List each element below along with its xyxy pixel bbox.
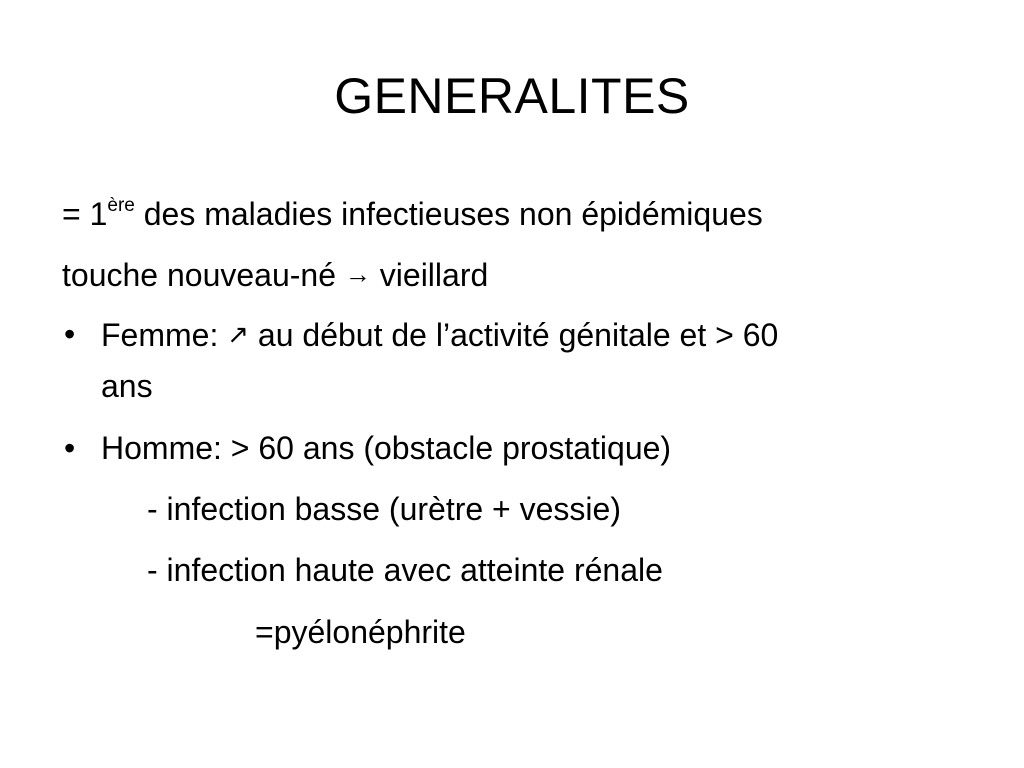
slide-title: GENERALITES xyxy=(334,68,690,124)
bullet-dot-icon: • xyxy=(64,316,76,352)
age-range-start: touche nouveau-né xyxy=(62,257,345,293)
bullet-femme-lead: Femme: xyxy=(101,317,228,353)
age-range-end: vieillard xyxy=(370,257,489,293)
sub-item-infection-haute: - infection haute avec atteinte rénale xyxy=(147,552,663,588)
bullet-femme-continuation: ans xyxy=(101,368,153,404)
ordinal-superscript: ère xyxy=(107,195,135,216)
bullet-femme xyxy=(101,314,778,355)
up-right-arrow-icon: ↗ xyxy=(227,319,250,349)
age-range-line xyxy=(62,254,488,295)
sub-item-infection-basse: - infection basse (urètre + vessie) xyxy=(147,491,621,527)
bullet-dot-icon: • xyxy=(64,430,76,466)
intro-suffix: des maladies infectieuses non épidémiques xyxy=(134,196,763,232)
right-arrow-icon: → xyxy=(344,259,371,289)
sub-item-pyelonephrite: =pyélonéphrite xyxy=(255,614,466,650)
bullet-femme-text: au début de l’activité génitale et > 60 xyxy=(249,317,779,353)
intro-line xyxy=(62,194,763,234)
bullet-homme: Homme: > 60 ans (obstacle prostatique) xyxy=(101,430,672,466)
intro-prefix: = 1 xyxy=(62,196,108,232)
